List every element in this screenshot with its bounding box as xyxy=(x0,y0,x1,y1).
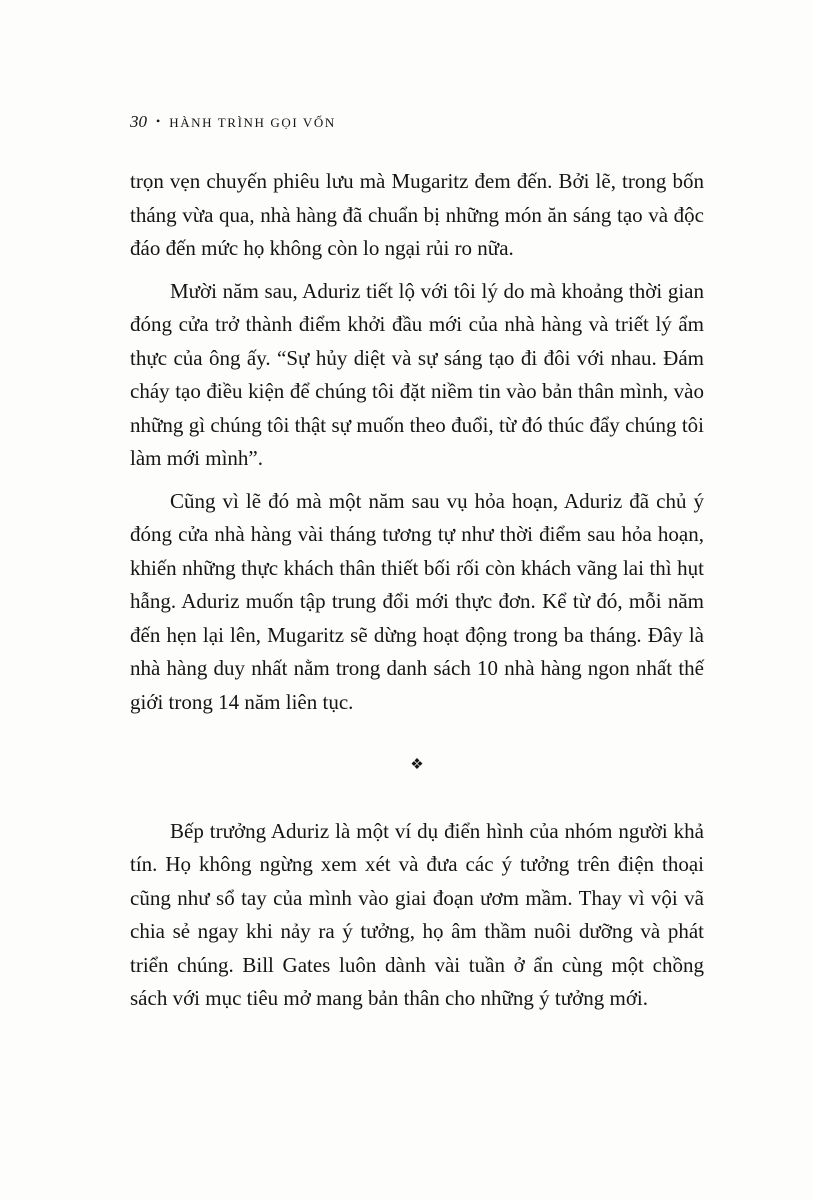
page-number: 30 xyxy=(130,112,147,131)
book-title: HÀNH TRÌNH GỌI VỐN xyxy=(169,115,336,130)
page-header xyxy=(130,112,703,132)
section-divider-fleuron: ❖ xyxy=(410,757,424,773)
paragraph: Bếp trưởng Aduriz là một ví dụ điển hình của nhóm người khả tín. Họ không ngừng xem xét và đưa các ý tưởng trên điện thoại cũng như sổ tay của mình vào giai đoạn ươm mầm. Thay vì vội vã chia sẻ ngay khi nảy ra ý tưởng, họ âm thầm nuôi dưỡng và phát triển chúng. Bill Gates luôn dành vài tuần ở ẩn cùng một chồng sách với mục tiêu mở mang bản thân cho những ý tưởng mới. xyxy=(130,818,704,1010)
header-separator-dot: • xyxy=(156,114,161,128)
paragraph: Mười năm sau, Aduriz tiết lộ với tôi lý do mà khoảng thời gian đóng cửa trở thành điểm khởi đầu mới của nhà hàng và triết lý ẩm thực của ông ấy. “Sự hủy diệt và sự sáng tạo đi đôi với nhau. Đám cháy tạo điều kiện để chúng tôi đặt niềm tin vào bản thân mình, vào những gì chúng tôi thật sự muốn theo đuổi, từ đó thúc đẩy chúng tôi làm mới mình”. xyxy=(130,278,704,470)
body-text-block xyxy=(130,165,704,1025)
paragraph: Cũng vì lẽ đó mà một năm sau vụ hỏa hoạn, Aduriz đã chủ ý đóng cửa nhà hàng vài tháng tương tự như thời điểm sau hỏa hoạn, khiến những thực khách thân thiết bối rối còn khách vãng lai thì hụt hẫng. Aduriz muốn tập trung đổi mới thực đơn. Kể từ đó, mỗi năm đến hẹn lại lên, Mugaritz sẽ dừng hoạt động trong ba tháng. Đây là nhà hàng duy nhất nằm trong danh sách 10 nhà hàng ngon nhất thế giới trong 14 năm liên tục. xyxy=(130,488,704,714)
paragraph: trọn vẹn chuyến phiêu lưu mà Mugaritz đem đến. Bởi lẽ, trong bốn tháng vừa qua, nhà hàng đã chuẩn bị những món ăn sáng tạo và độc đáo đến mức họ không còn lo ngại rủi ro nữa. xyxy=(130,169,704,260)
